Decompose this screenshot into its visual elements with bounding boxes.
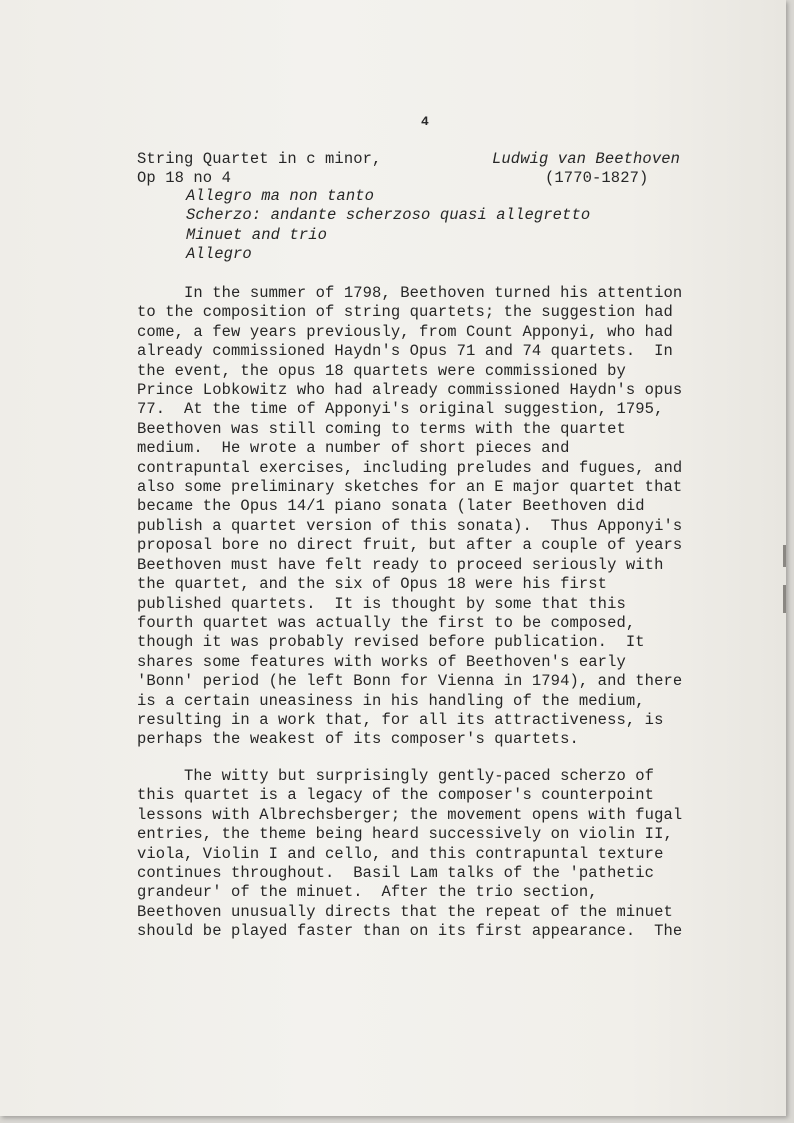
paragraph-1: [137, 284, 737, 750]
page-edge-mark: [783, 545, 786, 567]
text-line: lessons with Albrechsberger; the movement opens with fugal: [137, 805, 683, 824]
text-line: published quartets. It is thought by some that this: [137, 594, 626, 613]
text-line: perhaps the weakest of its composer's quartets.: [137, 730, 579, 749]
movement-item: Minuet and trio: [186, 225, 328, 244]
movement-item: Allegro ma non tanto: [186, 187, 375, 205]
work-title: String Quartet in c minor,: [137, 150, 382, 168]
text-line: The witty but surprisingly gently-paced scherzo of: [137, 767, 655, 785]
text-line: though it was probably revised before publication. It: [137, 633, 645, 652]
text-line: is a certain uneasiness in his handling of the medium,: [137, 691, 645, 710]
text-line: 77. At the time of Apponyi's original suggestion, 1795,: [137, 400, 664, 419]
movement-list: [186, 187, 590, 265]
text-line: Beethoven unusually directs that the repeat of the minuet: [137, 902, 673, 921]
composer-dates: (1770-1827): [545, 169, 649, 187]
text-line: entries, the theme being heard successively on violin II,: [137, 825, 673, 844]
text-line: fourth quartet was actually the first to be composed,: [137, 613, 636, 632]
text-line: the quartet, and the six of Opus 18 were his first: [137, 575, 608, 594]
composer-name: Ludwig van Beethoven: [492, 150, 681, 168]
movement-item: Scherzo: andante scherzoso quasi allegretto: [186, 206, 591, 225]
text-line: proposal bore no direct fruit, but after a couple of years: [137, 536, 683, 555]
text-line: In the summer of 1798, Beethoven turned his attention: [137, 284, 683, 302]
text-line: viola, Violin I and cello, and this contrapuntal texture: [137, 844, 664, 863]
text-line: medium. He wrote a number of short pieces and: [137, 439, 570, 458]
text-line: come, a few years previously, from Count Apponyi, who had: [137, 322, 673, 341]
text-line: Beethoven must have felt ready to proceed seriously with: [137, 555, 664, 574]
text-line: already commissioned Haydn's Opus 71 and 74 quartets. In: [137, 342, 673, 361]
text-line: publish a quartet version of this sonata). Thus Apponyi's: [137, 516, 683, 535]
text-line: contrapuntal exercises, including preludes and fugues, and: [137, 458, 683, 477]
text-line: the event, the opus 18 quartets were commissioned by: [137, 361, 626, 380]
text-line: Prince Lobkowitz who had already commissioned Haydn's opus: [137, 381, 683, 400]
text-line: continues throughout. Basil Lam talks of the 'pathetic: [137, 864, 655, 883]
text-line: resulting in a work that, for all its attractiveness, is: [137, 710, 664, 729]
text-line: Beethoven was still coming to terms with the quartet: [137, 419, 626, 438]
opus-number: Op 18 no 4: [137, 169, 232, 187]
page-edge-mark: [783, 585, 786, 613]
text-line: became the Opus 14/1 piano sonata (later Beethoven did: [137, 497, 645, 516]
text-line: 'Bonn' period (he left Bonn for Vienna in 1794), and there: [137, 672, 683, 691]
text-line: grandeur' of the minuet. After the trio section,: [137, 883, 598, 902]
movement-item: Allegro: [186, 245, 252, 264]
text-line: should be played faster than on its first appearance. The: [137, 922, 683, 941]
text-line: also some preliminary sketches for an E major quartet that: [137, 478, 683, 497]
page-number: 4: [421, 114, 429, 129]
text-line: to the composition of string quartets; the suggestion had: [137, 303, 673, 322]
text-line: shares some features with works of Beethoven's early: [137, 652, 626, 671]
text-line: this quartet is a legacy of the composer's counterpoint: [137, 786, 655, 805]
paragraph-2: [137, 767, 737, 942]
